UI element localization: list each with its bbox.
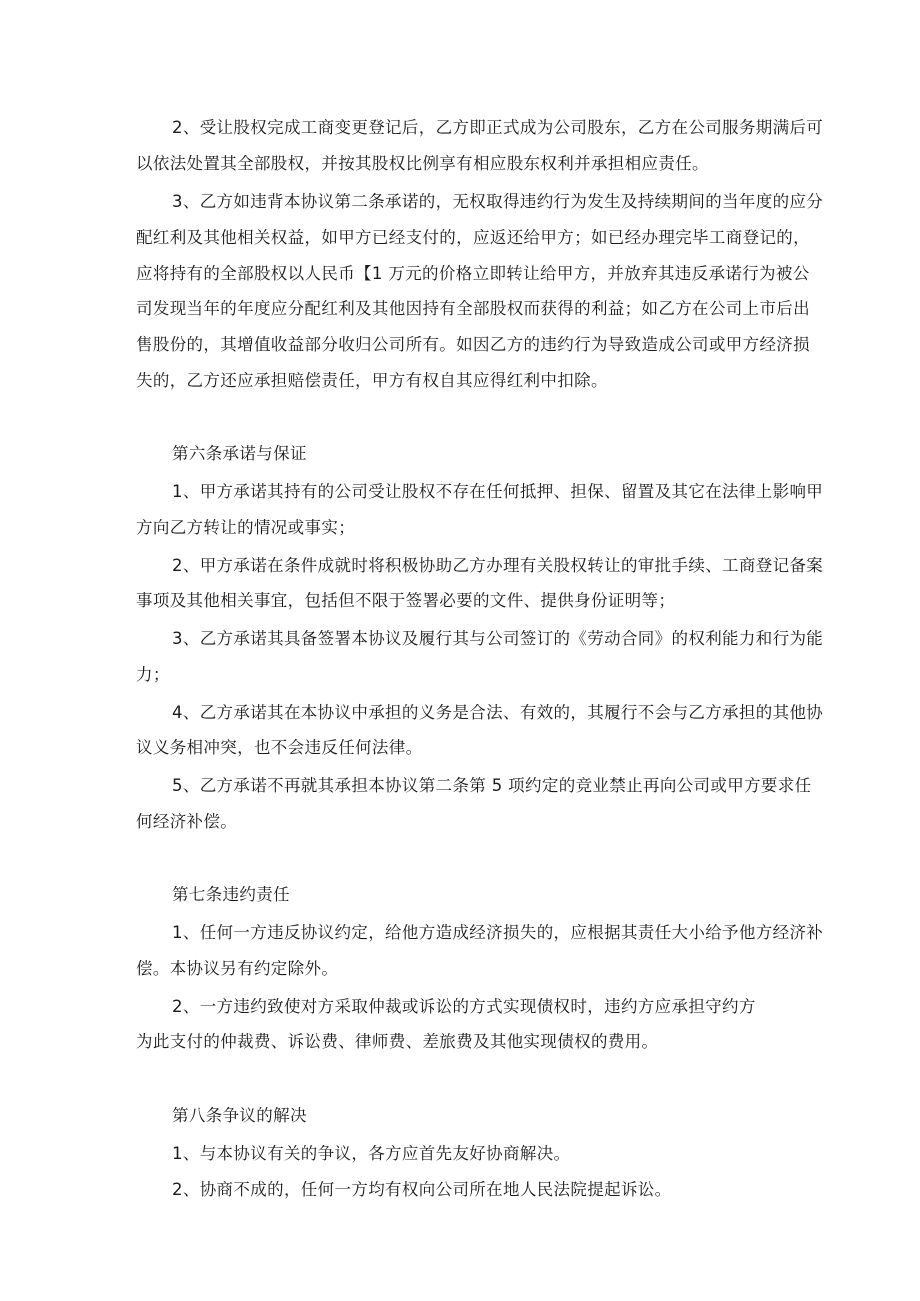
paragraph-line: 4、乙方承诺其在本协议中承担的义务是合法、有效的，其履行不会与乙方承担的其他协 xyxy=(172,703,824,722)
paragraph-line: 以依法处置其全部股权，并按其股权比例享有相应股东权利并承担相应责任。 xyxy=(136,154,709,173)
paragraph-line: 力； xyxy=(136,665,170,684)
paragraph-line: 应将持有的全部股权以人民币【1 万元的价格立即转让给甲方，并放弃其违反承诺行为被公 xyxy=(136,264,810,283)
paragraph-line: 3、乙方如违背本协议第二条承诺的，无权取得违约行为发生及持续期间的当年度的应分 xyxy=(172,192,824,211)
paragraph-line: 为此支付的仲裁费、诉讼费、律师费、差旅费及其他实现债权的费用。 xyxy=(136,1032,659,1051)
paragraph-line: 失的，乙方还应承担赔偿责任，甲方有权自其应得红利中扣除。 xyxy=(136,371,608,390)
article-6-heading: 第六条承诺与保证 xyxy=(172,444,307,463)
article-8-heading: 第八条争议的解决 xyxy=(172,1106,307,1125)
paragraph-line: 2、协商不成的，任何一方均有权向公司所在地人民法院提起诉讼。 xyxy=(172,1180,672,1199)
paragraph-line: 售股份的，其增值收益部分收归公司所有。如因乙方的违约行为导致造成公司或甲方经济损 xyxy=(136,335,810,354)
paragraph-line: 议义务相冲突，也不会违反任何法律。 xyxy=(136,738,423,757)
paragraph-line: 2、甲方承诺在条件成就时将积极协助乙方办理有关股权转让的审批手续、工商登记备案 xyxy=(172,556,824,575)
paragraph-line: 2、受让股权完成工商变更登记后，乙方即正式成为公司股东，乙方在公司服务期满后可 xyxy=(172,118,824,137)
paragraph-line: 1、与本协议有关的争议，各方应首先友好协商解决。 xyxy=(172,1144,571,1163)
paragraph-line: 1、任何一方违反协议约定，给他方造成经济损失的，应根据其责任大小给予他方经济补 xyxy=(172,923,824,942)
paragraph-line: 事项及其他相关事宜，包括但不限于签署必要的文件、提供身份证明等； xyxy=(136,591,676,610)
paragraph-line: 5、乙方承诺不再就其承担本协议第二条第 5 项约定的竞业禁止再向公司或甲方要求任 xyxy=(172,776,812,795)
paragraph-line: 1、甲方承诺其持有的公司受让股权不存在任何抵押、担保、留置及其它在法律上影响甲 xyxy=(172,482,824,501)
paragraph-line: 司发现当年的年度应分配红利及其他因持有全部股权而获得的利益；如乙方在公司上市后出 xyxy=(136,299,810,318)
paragraph-line: 2、一方违约致使对方采取仲裁或诉讼的方式实现债权时，违约方应承担守约方 xyxy=(172,997,756,1016)
paragraph-line: 偿。本协议另有约定除外。 xyxy=(136,959,339,978)
paragraph-line: 方向乙方转让的情况或事实； xyxy=(136,518,356,537)
paragraph-line: 何经济补偿。 xyxy=(136,812,238,831)
article-7-heading: 第七条违约责任 xyxy=(172,885,290,904)
paragraph-line: 3、乙方承诺其具备签署本协议及履行其与公司签订的《劳动合同》的权利能力和行为能 xyxy=(172,629,824,648)
paragraph-line: 配红利及其他相关权益，如甲方已经支付的，应返还给甲方；如已经办理完毕工商登记的， xyxy=(136,228,810,247)
